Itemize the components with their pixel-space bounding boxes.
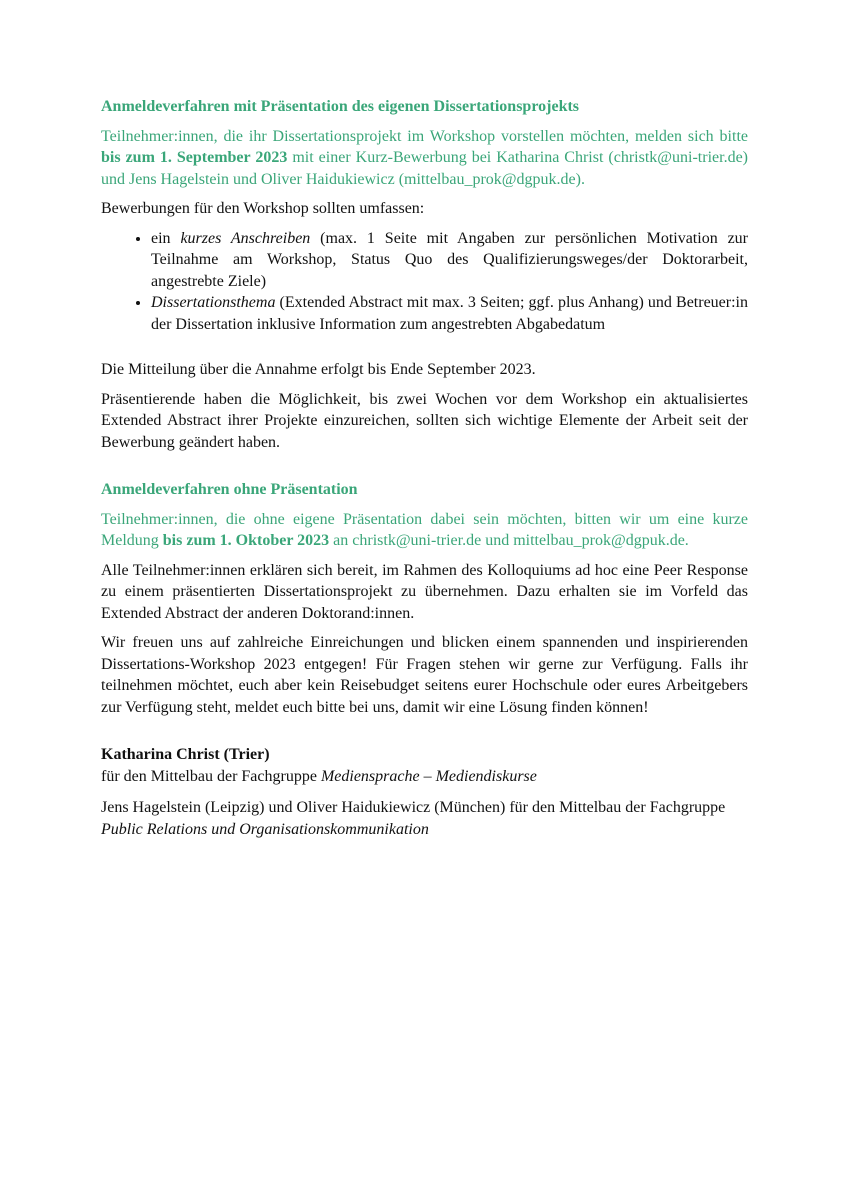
document-page (101, 96, 748, 840)
signature-block (101, 797, 748, 840)
text-segment: ein (151, 229, 181, 247)
signatory-group: Public Relations und Organisationskommunikation (101, 820, 429, 838)
peer-response-paragraph: Alle Teilnehmer:innen erklären sich bereit, im Rahmen des Kolloquiums ad hoc eine Peer Response zu einem präsentierten Dissertationsprojekt zu übernehmen. Dazu erhalten sie im Vorfeld das Extended Abstract der anderen Doktorand:innen. (101, 561, 748, 622)
signatory-name: Katharina Christ (Trier) (101, 746, 270, 763)
signatory-name: Jens Hagelstein (Leipzig) und Oliver Haidukiewicz (München) (101, 799, 506, 816)
text-segment: mit einer Kurz-Bewerbung bei Katharina Christ (christk@uni-trier.de) und Jens Hagelstein und Oliver Haidukiewicz (mittelbau_prok@dgpuk.de). (101, 149, 748, 188)
registration-paragraph-no-presentation (101, 509, 748, 552)
section-heading-with-presentation: Anmeldeverfahren mit Präsentation des eigenen Dissertationsprojekts (101, 98, 580, 115)
update-paragraph: Präsentierende haben die Möglichkeit, bis zwei Wochen vor dem Workshop ein aktualisiertes Extended Abstract ihrer Projekte einzureichen, sollten sich wichtige Elemente der Arbeit seit der Bewerbung geändert haben. (101, 390, 748, 451)
closing-paragraph: Wir freuen uns auf zahlreiche Einreichungen und blicken einem spannenden und inspirierenden Dissertations-Workshop 2023 entgegen! Für Fragen stehen wir gerne zur Verfügung. Falls ihr teilnehmen möchtet, euch aber kein Reisebudget seitens eurer Hochschule oder eures Arbeitgebers zur Verfügung steht, meldet euch bitte bei uns, damit wir eine Lösung finden können! (101, 634, 748, 716)
text-segment: Teilnehmer:innen, die ohne eigene Präsentation dabei sein möchten, bitten wir um eine kurze Meldung (101, 510, 748, 549)
signature-block (101, 744, 748, 787)
signatory-role: für den Mittelbau der Fachgruppe (509, 799, 726, 816)
requirements-list (101, 228, 748, 336)
list-item (151, 228, 748, 293)
text-segment: Teilnehmer:innen, die ihr Dissertationsprojekt im Workshop vorstellen möchten, melden sich bitte (101, 127, 748, 145)
signatory-role: für den Mittelbau der Fachgruppe (101, 767, 321, 785)
text-segment: an christk@uni-trier.de und mittelbau_prok@dgpuk.de. (329, 532, 689, 549)
deadline-date: bis zum 1. September 2023 (101, 149, 288, 166)
signatory-group: Mediensprache – Mediendiskurse (320, 767, 537, 785)
list-item (151, 292, 748, 335)
text-segment: (max. 1 Seite mit Angaben zur persönlichen Motivation zur Teilnahme am Workshop, Status Quo des Qualifizierungsweges/der Doktorarbeit, angestrebte Ziele) (151, 229, 749, 290)
registration-paragraph-presentation (101, 126, 748, 191)
requirements-lead: Bewerbungen für den Workshop sollten umfassen: (101, 200, 425, 217)
text-segment: (Extended Abstract mit max. 3 Seiten; ggf. plus Anhang) und Betreuer:in der Dissertation inklusive Information zum angestrebten Abgabedatum (151, 294, 748, 333)
emphasis-text: kurzes Anschreiben (180, 229, 311, 247)
emphasis-text: Dissertationsthema (151, 294, 276, 311)
deadline-date: bis zum 1. Oktober 2023 (162, 532, 330, 549)
acceptance-notice: Die Mitteilung über die Annahme erfolgt bis Ende September 2023. (101, 361, 536, 378)
section-heading-without-presentation: Anmeldeverfahren ohne Präsentation (101, 481, 358, 498)
